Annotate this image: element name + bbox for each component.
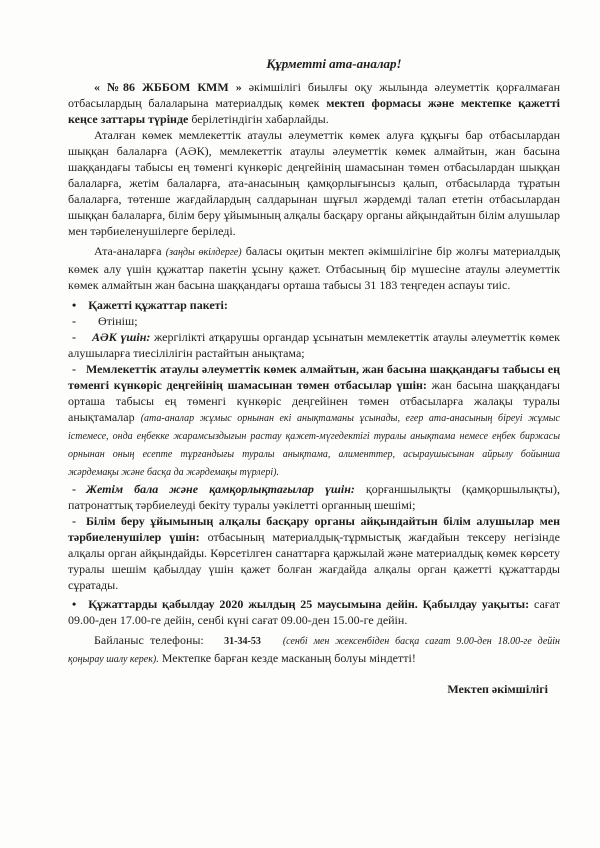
deadline: • Құжаттарды қабылдау 2020 жылдың 25 маусымына дейін. Қабылдау уақыты: сағат 09.00-ден 17.00-ге дейін, сенбі күні сағат 09.00-ден 15.00-ге дейін. (68, 597, 560, 627)
phone-number: 31-34-53 (224, 636, 261, 647)
bullet-icon: • (72, 597, 77, 611)
list-item: - Жетім бала және қамқорлықтағылар үшін: қорғаншылықты (қамқоршылықты), патронаттық тәрбиелеуді бекіту туралы уәкілетті органның шешімі; (68, 482, 560, 512)
dash-icon: - (72, 482, 76, 496)
school-name: « №86 ЖББОМ КММ » (94, 80, 242, 94)
eligibility-paragraph: Аталған көмек мемлекеттік атаулы әлеуметтік көмек алуға құқығы бар отбасылардан шыққан балаларға (АӘК), мемлекеттік атаулы әлеуметтік көмек алмайтын, жан басына шаққандағы табысы ең төменгі күнкөріс деңгейінің шамасынан төмен отбасылардан шыққан балаларға, жетім балаларға, ата-анасының қамқорлығынсыз қалып, отбасыларда тұратын балаларға, төтенше жағдайлардың салдарынан шұғыл жәрдемді талап ететін отбасылардан шыққан балаларға, білім беру ұйымының алқалы басқару органы айқындайтын білім алушылар мен тәрбиеленушілерге беріледі. (68, 128, 561, 238)
dash-icon: - (72, 314, 76, 328)
list-item: - АӘК үшін: жергілікті атқарушы органдар ұсынатын мемлекеттік атаулы әлеуметтік көмек алушыларға тиесілілігін растайтын анықтама; (68, 330, 561, 360)
signature: Мектеп әкімшілігі (447, 682, 548, 696)
dash-icon: - (72, 514, 76, 528)
list-item: - Білім беру ұйымының алқалы басқару органы айқындайтын білім алушылар мен тәрбиеленушілер үшін: отбасының материалдық-тұрмыстық жағдайын тексеру негізінде алқалы орган айқындайды. Көрсетілген санаттарға қаржылай және материалдық көмек көрсету туралы шешім қабылдау үшін қажет болған жағдайда алқалы орган қажетті құжаттарды сұратады. (68, 514, 560, 592)
list-item: - Өтініш; (68, 313, 560, 329)
page-title: Құрметті ата-аналар! (266, 56, 402, 71)
contact-paragraph: Байланыс телефоны: 31-34-53 (сенбі мен жексенбіден басқа сағат 9.00-ден 18.00-ге дейін қоңырау шалу керек). Мектепке барған кезде масканың болуы міндетті! (68, 633, 561, 665)
docs-header: • Қажетті құжаттар пакеті: (68, 297, 560, 313)
dash-icon: - (72, 362, 76, 376)
dash-icon: - (72, 330, 76, 344)
intro-paragraph: « №86 ЖББОМ КММ » әкімшілігі биылғы оқу жылында әлеуметтік қорғалмаған отбасылардың балаларына материалдық көмек мектеп формасы және мектепке қажетті кеңсе заттары түрінде берілетіндігін хабарлайды. (68, 80, 560, 126)
parents-paragraph: Ата-аналарға (заңды өкілдерге) баласы оқитын мектеп әкімшілігіне бір жолғы материалдық көмек алу үшін құжаттар пакетін ұсыну қажет. Отбасының бір мүшесіне атаулы әлеуметтік көмек алмайтын жан басына шаққандағы орташа табысы 31 183 теңгеден аспауы тиіс. (68, 244, 560, 292)
list-item: - Мемлекеттік атаулы әлеуметтік көмек алмайтын, жан басына шаққандағы табысы ең төменгі күнкөріс деңгейінің шамасынан төмен отбасылар үшін: жан басына шаққандағы орташа табысы ең төменгі күнкөріс деңгейінен төмен отбасыларға жалақы туралы анықтамалар (ата-аналар жұмыс орнынан екі анықтаманы ұсынады, егер ата-анасының біреуі жұмыс істемесе, онда еңбекке жарамсыздығын растау қажет-мүгедектігі туралы анықтама немесе еңбек биржасы орнынан оның есепте тұрғандығы туралы анықтама, алименттер, асыраушысынан айрылу бойынша жәрдемақы және басқа да жәрдемақы түрлері). (68, 362, 560, 478)
bullet-icon: • (72, 298, 77, 312)
